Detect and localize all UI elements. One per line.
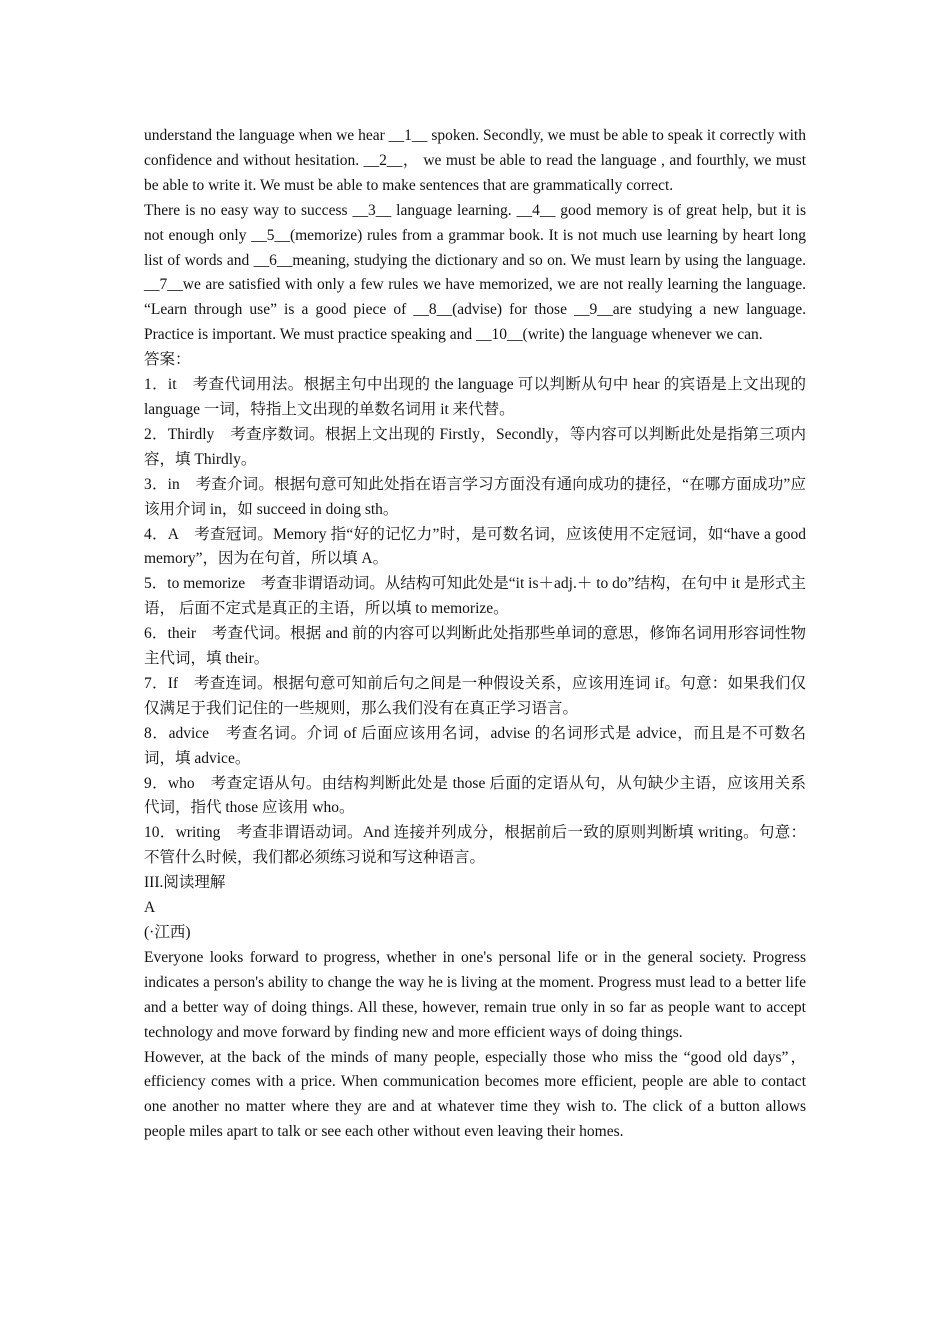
section-title: III.阅读理解: [144, 874, 226, 892]
answer-item-3: 3．in 考查介词。根据句意可知此处指在语言学习方面没有通向成功的捷径，“在哪方面成功”应该用介词 in，如 succeed in doing sth。: [144, 475, 806, 518]
document-page: [144, 124, 806, 1145]
section-part-label: A: [144, 899, 156, 917]
answer-item-7: 7．If 考查连词。根据句意可知前后句之间是一种假设关系，应该用连词 if。句意：如果我们仅仅满足于我们记住的一些规则，那么我们没有在真正学习语言。: [144, 674, 806, 717]
answer-item-2: 2．Thirdly 考查序数词。根据上文出现的 Firstly，Secondly，等内容可以判断此处是指第三项内容，填 Thirdly。: [144, 425, 806, 468]
passage-paragraph-1: understand the language when we hear __1__ spoken. Secondly, we must be able to speak it correctly with confidence and without hesitation. __2__， we must be able to read the language , and fourthly, we must be able to write it. We must be able to make sentences that are grammatically correct.: [144, 127, 806, 194]
answer-item-8: 8．advice 考查名词。介词 of 后面应该用名词，advise 的名词形式是 advice，而且是不可数名词，填 advice。: [144, 724, 806, 767]
section-source: (·江西): [144, 924, 191, 941]
answer-item-9: 9．who 考查定语从句。由结构判断此处是 those 后面的定语从句，从句缺少主语，应该用关系代词，指代 those 应该用 who。: [144, 774, 806, 817]
answer-item-6: 6．their 考查代词。根据 and 前的内容可以判断此处指那些单词的意思，修饰名词用形容词性物主代词，填 their。: [144, 625, 806, 668]
passage-paragraph-2: There is no easy way to success __3__ language learning. __4__ good memory is of great help, but it is not enough only __5__(memorize) rules from a grammar book. It is not much use learning by heart long list of words and __6__meaning, studying the dictionary and so on. We must learn by using the language. __7__we are satisfied with only a few rules we have memorized, we are not really learning the language. “Learn through use” is a good piece of __8__(advise) for those __9__are studying a new language. Practice is important. We must practice speaking and __10__(write) the language whenever we can.: [144, 201, 806, 344]
answer-item-5: 5．to memorize 考查非谓语动词。从结构可知此处是“it is＋adj.＋ to do”结构，在句中 it 是形式主语， 后面不定式是真正的主语，所以填 to memorize。: [144, 575, 806, 618]
answers-heading: 答案：: [144, 351, 191, 369]
answer-item-10: 10．writing 考查非谓语动词。And 连接并列成分，根据前后一致的原则判断填 writing。句意：不管什么时候，我们都必须练习说和写这种语言。: [144, 824, 806, 867]
answer-item-4: 4．A 考查冠词。Memory 指“好的记忆力”时，是可数名词，应该使用不定冠词，如“have a good memory”，因为在句首，所以填 A。: [144, 525, 806, 568]
reading-paragraph-2: However, at the back of the minds of many people, especially those who miss the “good old days”， efficiency comes with a price. When communication becomes more efficient, people are able to contact one another no matter where they are and at whatever time they wish to. The click of a button allows people miles apart to talk or see each other without even leaving their homes.: [144, 1048, 806, 1141]
reading-paragraph-1: Everyone looks forward to progress, whether in one's personal life or in the general society. Progress indicates a person's ability to change the way he is living at the moment. Progress must lead to a better life and a better way of doing things. All these, however, remain true only in so far as people want to accept technology and move forward by finding new and more efficient ways of doing things.: [144, 948, 806, 1041]
answer-item-1: 1．it 考查代词用法。根据主句中出现的 the language 可以判断从句中 hear 的宾语是上文出现的 language 一词，特指上文出现的单数名词用 it 来代替。: [144, 376, 806, 418]
